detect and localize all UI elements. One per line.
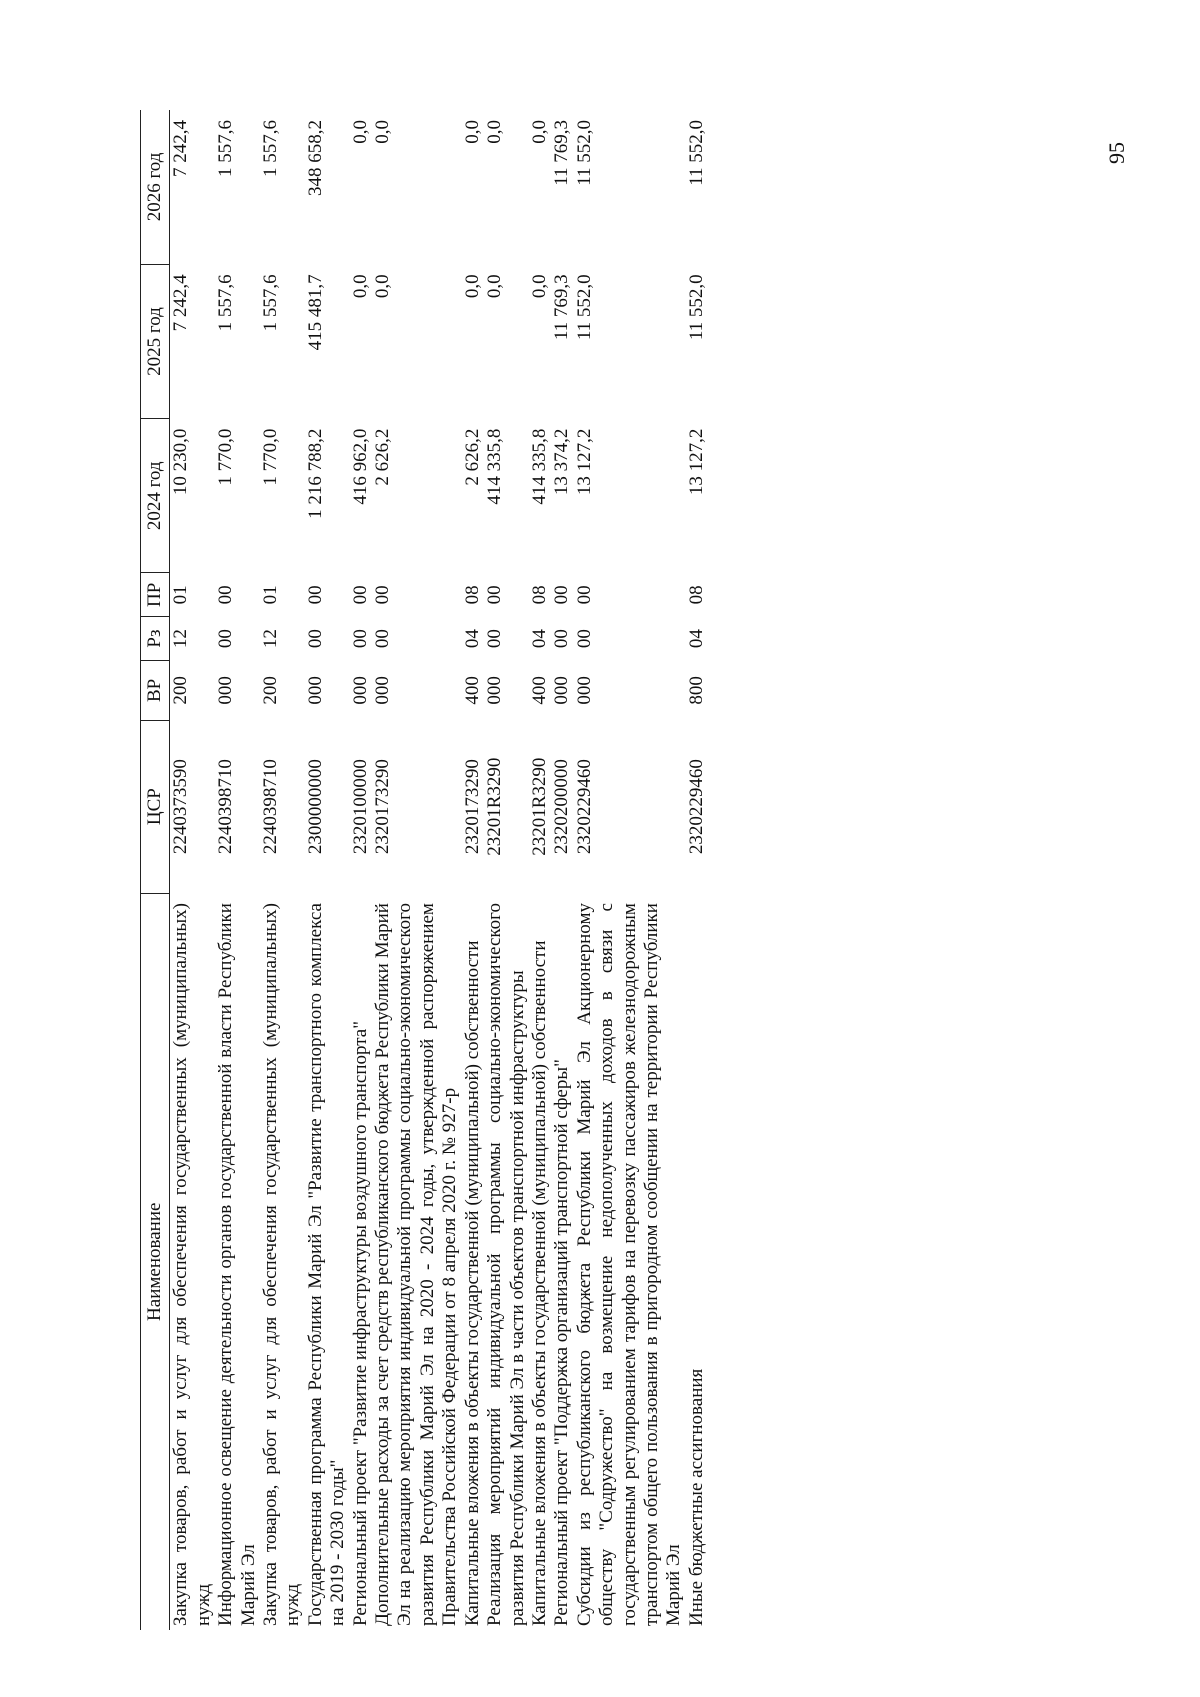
row-vr: 400 xyxy=(528,676,550,705)
row-csr: 2320200000 xyxy=(551,759,573,855)
row-2024: 1 216 788,2 xyxy=(304,428,326,519)
row-2025: 0,0 xyxy=(528,274,550,299)
table-row xyxy=(170,110,215,1630)
table-row xyxy=(529,110,551,1630)
row-vr: 000 xyxy=(304,676,326,705)
table-row xyxy=(350,110,372,1630)
row-name: Дополнительные расходы за счет средств республиканского бюджета Республики Марий Эл на реализацию мероприятия индивидуальной программы социально-экономического развития Республики Марий Эл на 2020 - 2024 годы, утвержденной распоряжением Правительства Российской Федерации от 8 апреля 2020 г. № 927-р xyxy=(372,903,461,1626)
row-2024: 13 127,2 xyxy=(573,428,595,496)
row-2026: 0,0 xyxy=(528,120,550,144)
row-name: Государственная программа Республики Марий Эл "Развитие транспортного комплекса на 2019 - 2030 годы" xyxy=(304,903,349,1626)
row-2025: 0,0 xyxy=(349,274,371,299)
header-2025: 2025 год xyxy=(141,264,170,418)
row-name: Капитальные вложения в объекты государственной (муниципальной) собственности xyxy=(461,940,483,1626)
row-name: Закупка товаров, работ и услуг для обеспечения государственных (муниципальных) нужд xyxy=(170,903,214,1626)
row-2026: 0,0 xyxy=(461,120,483,144)
row-2026: 0,0 xyxy=(484,120,506,144)
table-header-row xyxy=(141,110,170,1630)
row-2024: 1 770,0 xyxy=(260,428,282,486)
row-pr: 00 xyxy=(551,585,573,605)
row-2024: 416 962,0 xyxy=(349,428,371,505)
header-csr: ЦСР xyxy=(141,720,170,893)
row-2024: 1 770,0 xyxy=(215,428,237,486)
row-csr: 2240398710 xyxy=(260,759,282,855)
row-2026: 11 552,0 xyxy=(685,120,707,186)
row-vr: 000 xyxy=(551,676,573,705)
row-2026: 1 557,6 xyxy=(260,120,282,177)
header-vr: ВР xyxy=(141,660,170,720)
row-name: Закупка товаров, работ и услуг для обеспечения государственных (муниципальных) нужд xyxy=(260,903,304,1626)
row-pr: 08 xyxy=(685,585,707,605)
row-vr: 000 xyxy=(372,676,394,705)
table-row xyxy=(305,110,350,1630)
header-2024: 2024 год xyxy=(141,419,170,573)
row-2024: 13 374,2 xyxy=(551,428,573,496)
row-csr: 2240398710 xyxy=(215,759,237,855)
row-2026: 11 552,0 xyxy=(573,120,595,186)
row-rz: 12 xyxy=(260,629,282,649)
row-csr: 2320173290 xyxy=(461,759,483,855)
row-rz: 04 xyxy=(528,629,550,649)
header-pr: ПР xyxy=(141,573,170,617)
row-vr: 200 xyxy=(260,676,282,705)
header-rz: Рз xyxy=(141,617,170,661)
row-vr: 800 xyxy=(685,676,707,705)
row-pr: 08 xyxy=(461,585,483,605)
row-pr: 00 xyxy=(349,585,371,605)
row-csr: 2320173290 xyxy=(372,759,394,855)
row-rz: 00 xyxy=(551,629,573,649)
row-2025: 1 557,6 xyxy=(260,274,282,332)
row-csr: 2300000000 xyxy=(304,759,326,855)
row-2025: 415 481,7 xyxy=(304,274,326,351)
row-2026: 11 769,3 xyxy=(551,120,573,186)
row-csr: 2240373590 xyxy=(170,759,192,855)
row-vr: 000 xyxy=(573,676,595,705)
row-2024: 2 626,2 xyxy=(372,428,394,486)
row-rz: 12 xyxy=(170,629,192,649)
table-row xyxy=(686,110,708,1630)
header-name: Наименование xyxy=(141,893,170,1630)
row-vr: 400 xyxy=(461,676,483,705)
row-2025: 11 552,0 xyxy=(573,274,595,341)
row-name: Капитальные вложения в объекты государственной (муниципальной) собственности xyxy=(528,940,550,1626)
row-2024: 414 335,8 xyxy=(528,428,550,505)
page-number: 95 xyxy=(1104,142,1129,164)
row-name: Региональный проект "Поддержка организаций транспортной сферы" xyxy=(551,1059,573,1626)
row-rz: 04 xyxy=(461,629,483,649)
row-pr: 01 xyxy=(260,585,282,605)
row-2025: 1 557,6 xyxy=(215,274,237,332)
row-2024: 414 335,8 xyxy=(484,428,506,505)
row-pr: 08 xyxy=(528,585,550,605)
row-2025: 0,0 xyxy=(461,274,483,299)
row-2026: 0,0 xyxy=(372,120,394,144)
table-row xyxy=(462,110,484,1630)
row-pr: 00 xyxy=(573,585,595,605)
row-name: Информационное освещение деятельности органов государственной власти Республики Марий Эл xyxy=(215,903,259,1626)
row-2024: 2 626,2 xyxy=(461,428,483,486)
row-pr: 00 xyxy=(372,585,394,605)
row-csr: 23201R3290 xyxy=(484,757,506,856)
row-name: Реализация мероприятий индивидуальной программы социально-экономического развития Республики Марий Эл в части объектов транспортной инфраструктуры xyxy=(484,903,528,1626)
row-csr: 2320100000 xyxy=(349,759,371,855)
row-name: Региональный проект "Развитие инфраструктуры воздушного транспорта" xyxy=(349,1021,371,1626)
row-2026: 348 658,2 xyxy=(304,120,326,196)
row-pr: 00 xyxy=(304,585,326,605)
header-2026: 2026 год xyxy=(141,110,170,264)
row-rz: 00 xyxy=(349,629,371,649)
row-pr: 00 xyxy=(484,585,506,605)
row-rz: 00 xyxy=(372,629,394,649)
row-2024: 13 127,2 xyxy=(685,428,707,496)
row-pr: 01 xyxy=(170,585,192,605)
table-row xyxy=(484,110,529,1630)
row-2026: 7 242,4 xyxy=(170,120,192,177)
row-2025: 11 552,0 xyxy=(685,274,707,341)
row-pr: 00 xyxy=(215,585,237,605)
row-csr: 2320229460 xyxy=(573,759,595,855)
row-2025: 7 242,4 xyxy=(170,274,192,332)
row-rz: 00 xyxy=(484,629,506,649)
row-csr: 23201R3290 xyxy=(528,757,550,856)
row-2025: 11 769,3 xyxy=(551,274,573,341)
rotated-table-container xyxy=(140,110,1060,1630)
row-vr: 200 xyxy=(170,676,192,705)
row-2025: 0,0 xyxy=(484,274,506,299)
row-rz: 00 xyxy=(573,629,595,649)
row-vr: 000 xyxy=(349,676,371,705)
row-2026: 1 557,6 xyxy=(215,120,237,177)
table-row xyxy=(260,110,305,1630)
table-row xyxy=(551,110,573,1630)
row-2026: 0,0 xyxy=(349,120,371,144)
row-rz: 00 xyxy=(304,629,326,649)
row-rz: 04 xyxy=(685,629,707,649)
row-name: Иные бюджетные ассигнования xyxy=(685,1368,707,1626)
table-row xyxy=(574,110,686,1630)
row-csr: 2320229460 xyxy=(685,759,707,855)
row-2025: 0,0 xyxy=(372,274,394,299)
row-vr: 000 xyxy=(215,676,237,705)
budget-table xyxy=(140,110,708,1630)
table-row xyxy=(372,110,462,1630)
row-name: Субсидии из республиканского бюджета Республики Марий Эл Акционерному обществу "Содружество" на возмещение недополученных доходов в связи с государственным регулированием тарифов на перевозку пассажиров железнодорожным транспортом общего пользования в пригородном сообщении на территории Республики Марий Эл xyxy=(573,903,685,1626)
table-row xyxy=(215,110,260,1630)
row-vr: 000 xyxy=(484,676,506,705)
row-2024: 10 230,0 xyxy=(170,428,192,496)
row-rz: 00 xyxy=(215,629,237,649)
